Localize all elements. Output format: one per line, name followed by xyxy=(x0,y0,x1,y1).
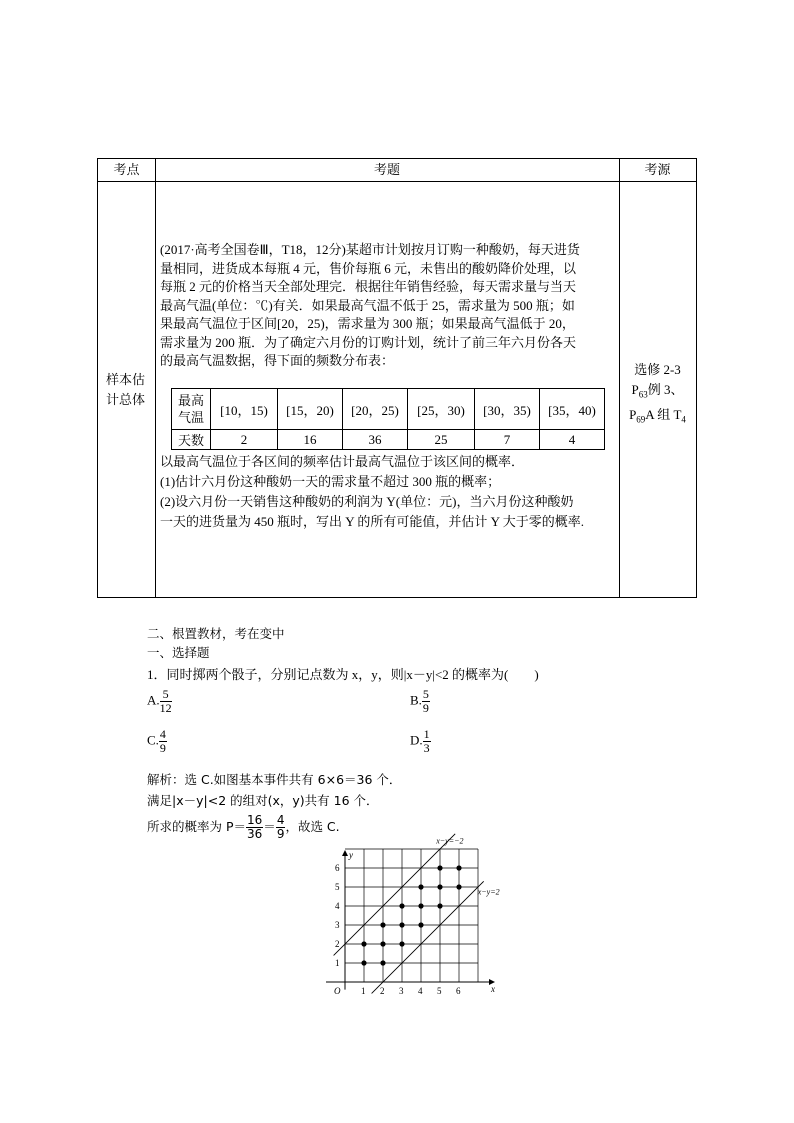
y-tick-label: 3 xyxy=(335,920,340,930)
subsection-heading: 一、选择题 xyxy=(147,646,210,660)
problem-questions xyxy=(160,452,620,532)
lattice-graph xyxy=(318,836,508,998)
lattice-point xyxy=(380,960,385,965)
solution-line-1: 解析：选 C.如图基本事件共有 6×6＝36 个． xyxy=(147,772,402,787)
option-c: C. $\frac{4}{9}$ xyxy=(147,727,166,755)
x-tick-label: 3 xyxy=(399,986,404,996)
source-line: $P_{69}A$ 组 $T_4$ xyxy=(629,406,686,425)
y-tick-label: 2 xyxy=(335,939,340,949)
lattice-point xyxy=(361,941,366,946)
problem-line: 的最高气温数据，得下面的频数分布表： xyxy=(160,353,395,368)
count-cell: 16 xyxy=(278,430,343,450)
line-label: x−y=2 xyxy=(477,887,500,897)
x-tick-label: 1 xyxy=(361,986,366,996)
option-d: D. $\frac{1}{3}$ xyxy=(410,727,430,755)
y-tick-label: 4 xyxy=(335,901,340,911)
problem-line: 量相同，进货成本每瓶 4 元，售价每瓶 6 元，未售出的酸奶降价处理，以 xyxy=(160,260,577,276)
count-cell: 36 xyxy=(343,430,408,450)
count-cell: 2 xyxy=(211,430,278,450)
y-arrow xyxy=(342,850,348,856)
problem-line: 需求量为 200 瓶．为了确定六月份的订购计划，统计了前三年六月份各天 xyxy=(160,334,577,350)
frequency-table xyxy=(171,388,605,450)
row-label-days: 天数 xyxy=(172,430,211,450)
lattice-point xyxy=(399,922,404,927)
option-b: B. $\frac{5}{9}$ xyxy=(410,687,429,715)
y-tick-label: 6 xyxy=(335,863,340,873)
solution-line-2: 满足|x－y|<2 的组对(x，y)共有 16 个． xyxy=(147,793,379,808)
problem-line: 每瓶 2 元的价格当天全部处理完．根据往年销售经验，每天需求量与当天 xyxy=(160,279,577,294)
line-label: x−y=−2 xyxy=(436,836,464,846)
count-cell: 4 xyxy=(540,430,605,450)
x-tick-label: 4 xyxy=(418,986,423,996)
solution-line-3: 所求的概率为 P＝ $\frac{16}{36}$ ＝ $\frac{4}{9}$ ，故选 C. xyxy=(147,813,340,841)
row-label-temp: 最高 气温 xyxy=(172,389,211,430)
col-divider xyxy=(155,159,156,597)
y-tick-label: 1 xyxy=(335,958,340,968)
source-cell xyxy=(618,360,697,429)
lattice-point xyxy=(399,903,404,908)
interval-cell: [20，25) xyxy=(343,389,408,430)
source-line: 选修 2-3 xyxy=(634,362,681,377)
header-source: 考源 xyxy=(644,162,671,177)
interval-cell: [30，35) xyxy=(475,389,540,430)
lattice-points xyxy=(361,865,461,965)
x-axis-label: x xyxy=(491,984,495,994)
count-cell: 7 xyxy=(475,430,540,450)
graph-labels xyxy=(334,836,500,996)
lattice-point xyxy=(361,960,366,965)
origin-label: O xyxy=(334,986,341,996)
header-topic: 考点 xyxy=(113,162,140,177)
lattice-point xyxy=(418,884,423,889)
lattice-point xyxy=(380,941,385,946)
interval-cell: [15，20) xyxy=(278,389,343,430)
lattice-point xyxy=(418,903,423,908)
topic-cell xyxy=(97,370,154,410)
problem-line: 最高气温(单位：℃)有关．如果最高气温不低于 25，需求量为 500 瓶；如 xyxy=(160,297,575,313)
lattice-point xyxy=(437,865,442,870)
count-cell: 25 xyxy=(408,430,475,450)
option-a: A. $\frac{5}{12}$ xyxy=(147,687,172,715)
lattice-point xyxy=(399,941,404,946)
problem-text xyxy=(160,241,615,371)
section-heading: 二、根置教材，考在变中 xyxy=(147,627,285,641)
interval-cell: [25，30) xyxy=(408,389,475,430)
lattice-point xyxy=(437,884,442,889)
lattice-point xyxy=(437,903,442,908)
question-line: 以最高气温位于各区间的频率估计最高气温位于该区间的概率． xyxy=(160,454,525,469)
topic-line: 计总体 xyxy=(105,392,145,407)
topic-line: 样本估 xyxy=(105,372,145,387)
x-tick-label: 5 xyxy=(437,986,442,996)
lattice-point xyxy=(456,865,461,870)
question-line: (1)估计六月份这种酸奶一天的需求量不超过 300 瓶的概率； xyxy=(160,474,501,489)
line-x-minus-y-eq-2 xyxy=(372,881,484,993)
axes xyxy=(326,850,495,990)
lattice-point xyxy=(456,884,461,889)
question-line: (2)设六月份一天销售这种酸奶的利润为 Y(单位：元)，当六月份这种酸奶 xyxy=(160,494,574,509)
lattice-point xyxy=(418,922,423,927)
y-axis-label: y xyxy=(349,850,353,860)
question-1: 1．同时掷两个骰子，分别记点数为 x，y，则|x－y|<2 的概率为( ) xyxy=(147,667,539,682)
syllabus-table xyxy=(97,158,697,598)
boundary-lines xyxy=(334,834,484,994)
x-tick-label: 2 xyxy=(380,986,385,996)
lattice-point xyxy=(380,922,385,927)
question-line: 一天的进货量为 450 瓶时，写出 Y 的所有可能值，并估计 Y 大于零的概率. xyxy=(160,514,585,529)
interval-cell: [10，15) xyxy=(211,389,278,430)
header-divider xyxy=(98,181,696,182)
source-line: $P_{63}$例 3、 xyxy=(631,382,684,400)
interval-cell: [35，40) xyxy=(540,389,605,430)
problem-line: 果最高气温位于区间[20，25)，需求量为 300 瓶；如果最高气温低于 20， xyxy=(160,316,575,331)
problem-line: (2017·高考全国卷Ⅲ，T18，12分)某超市计划按月订购一种酸奶，每天进货 xyxy=(160,242,580,257)
y-tick-label: 5 xyxy=(335,882,340,892)
x-tick-label: 6 xyxy=(456,986,461,996)
header-problem: 考题 xyxy=(373,162,400,177)
